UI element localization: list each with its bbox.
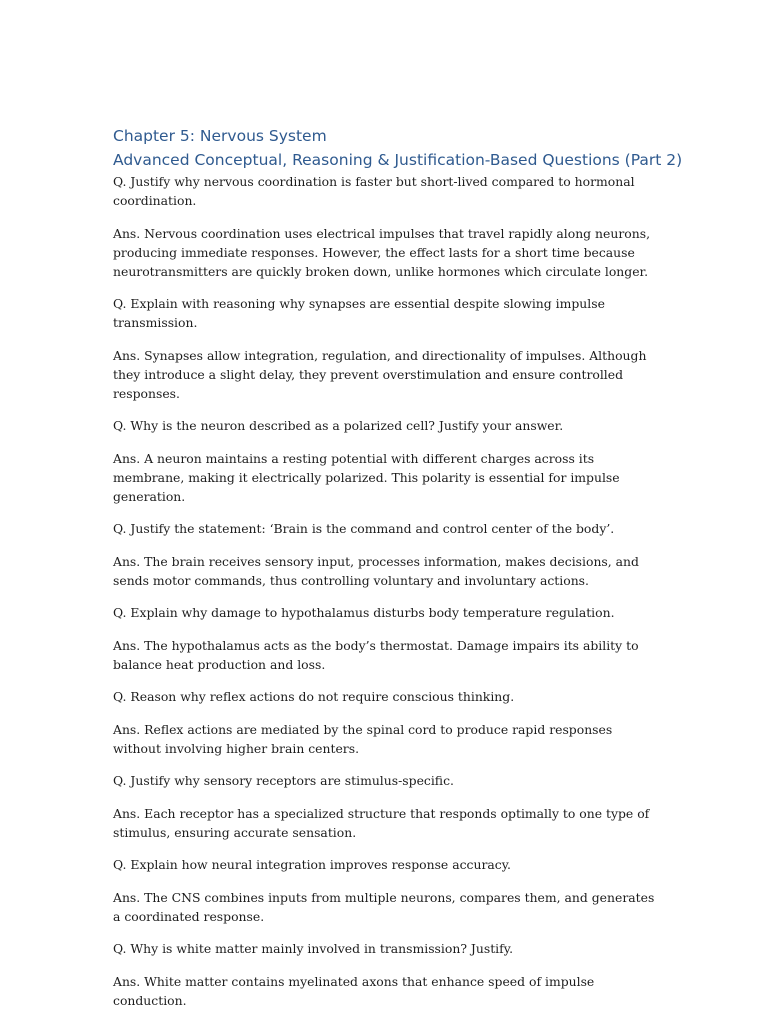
answer-3: Ans. A neuron maintains a resting potential with different charges across its membrane, making it electrically polarized. This polarity is essential for impulse generation. <box>113 450 620 504</box>
answer-1: Ans. Nervous coordination uses electrical impulses that travel rapidly along neurons, producing immediate responses. However, the effect lasts for a short time because neurotransmitters are quickly broken down, unlike hormones which circulate longer. <box>113 225 651 279</box>
answer-6: Ans. Reflex actions are mediated by the spinal cord to produce rapid responses without involving higher brain centers. <box>113 721 613 756</box>
answer-4: Ans. The brain receives sensory input, processes information, makes decisions, and sends motor commands, thus controlling voluntary and involuntary actions. <box>113 553 639 588</box>
answer-9: Ans. White matter contains myelinated axons that enhance speed of impulse conduction. <box>113 973 595 1008</box>
question-2: Q. Explain with reasoning why synapses are essential despite slowing impulse transmission. <box>113 296 605 330</box>
question-6: Q. Reason why reflex actions do not require conscious thinking. <box>113 689 515 704</box>
answer-7: Ans. Each receptor has a specialized structure that responds optimally to one type of stimulus, ensuring accurate sensation. <box>113 805 650 840</box>
question-7: Q. Justify why sensory receptors are stimulus-specific. <box>113 773 454 788</box>
question-8: Q. Explain how neural integration improves response accuracy. <box>113 857 511 872</box>
answer-8: Ans. The CNS combines inputs from multiple neurons, compares them, and generates a coordinated response. <box>113 889 655 924</box>
chapter-title: Chapter 5: Nervous System <box>113 127 327 145</box>
answer-5: Ans. The hypothalamus acts as the body’s thermostat. Damage impairs its ability to balance heat production and loss. <box>113 637 639 672</box>
document-page <box>113 124 683 1023</box>
question-1: Q. Justify why nervous coordination is faster but short-lived compared to hormonal coordination. <box>113 174 635 208</box>
question-9: Q. Why is white matter mainly involved in transmission? Justify. <box>113 941 514 956</box>
answer-2: Ans. Synapses allow integration, regulation, and directionality of impulses. Although they introduce a slight delay, they prevent overstimulation and ensure controlled responses. <box>113 347 647 401</box>
question-4: Q. Justify the statement: ‘Brain is the command and control center of the body’. <box>113 521 615 536</box>
qa-list <box>113 172 658 1010</box>
document-subtitle: Advanced Conceptual, Reasoning & Justification-Based Questions (Part 2) <box>113 151 683 169</box>
question-5: Q. Explain why damage to hypothalamus disturbs body temperature regulation. <box>113 605 615 620</box>
question-3: Q. Why is the neuron described as a polarized cell? Justify your answer. <box>113 418 564 433</box>
